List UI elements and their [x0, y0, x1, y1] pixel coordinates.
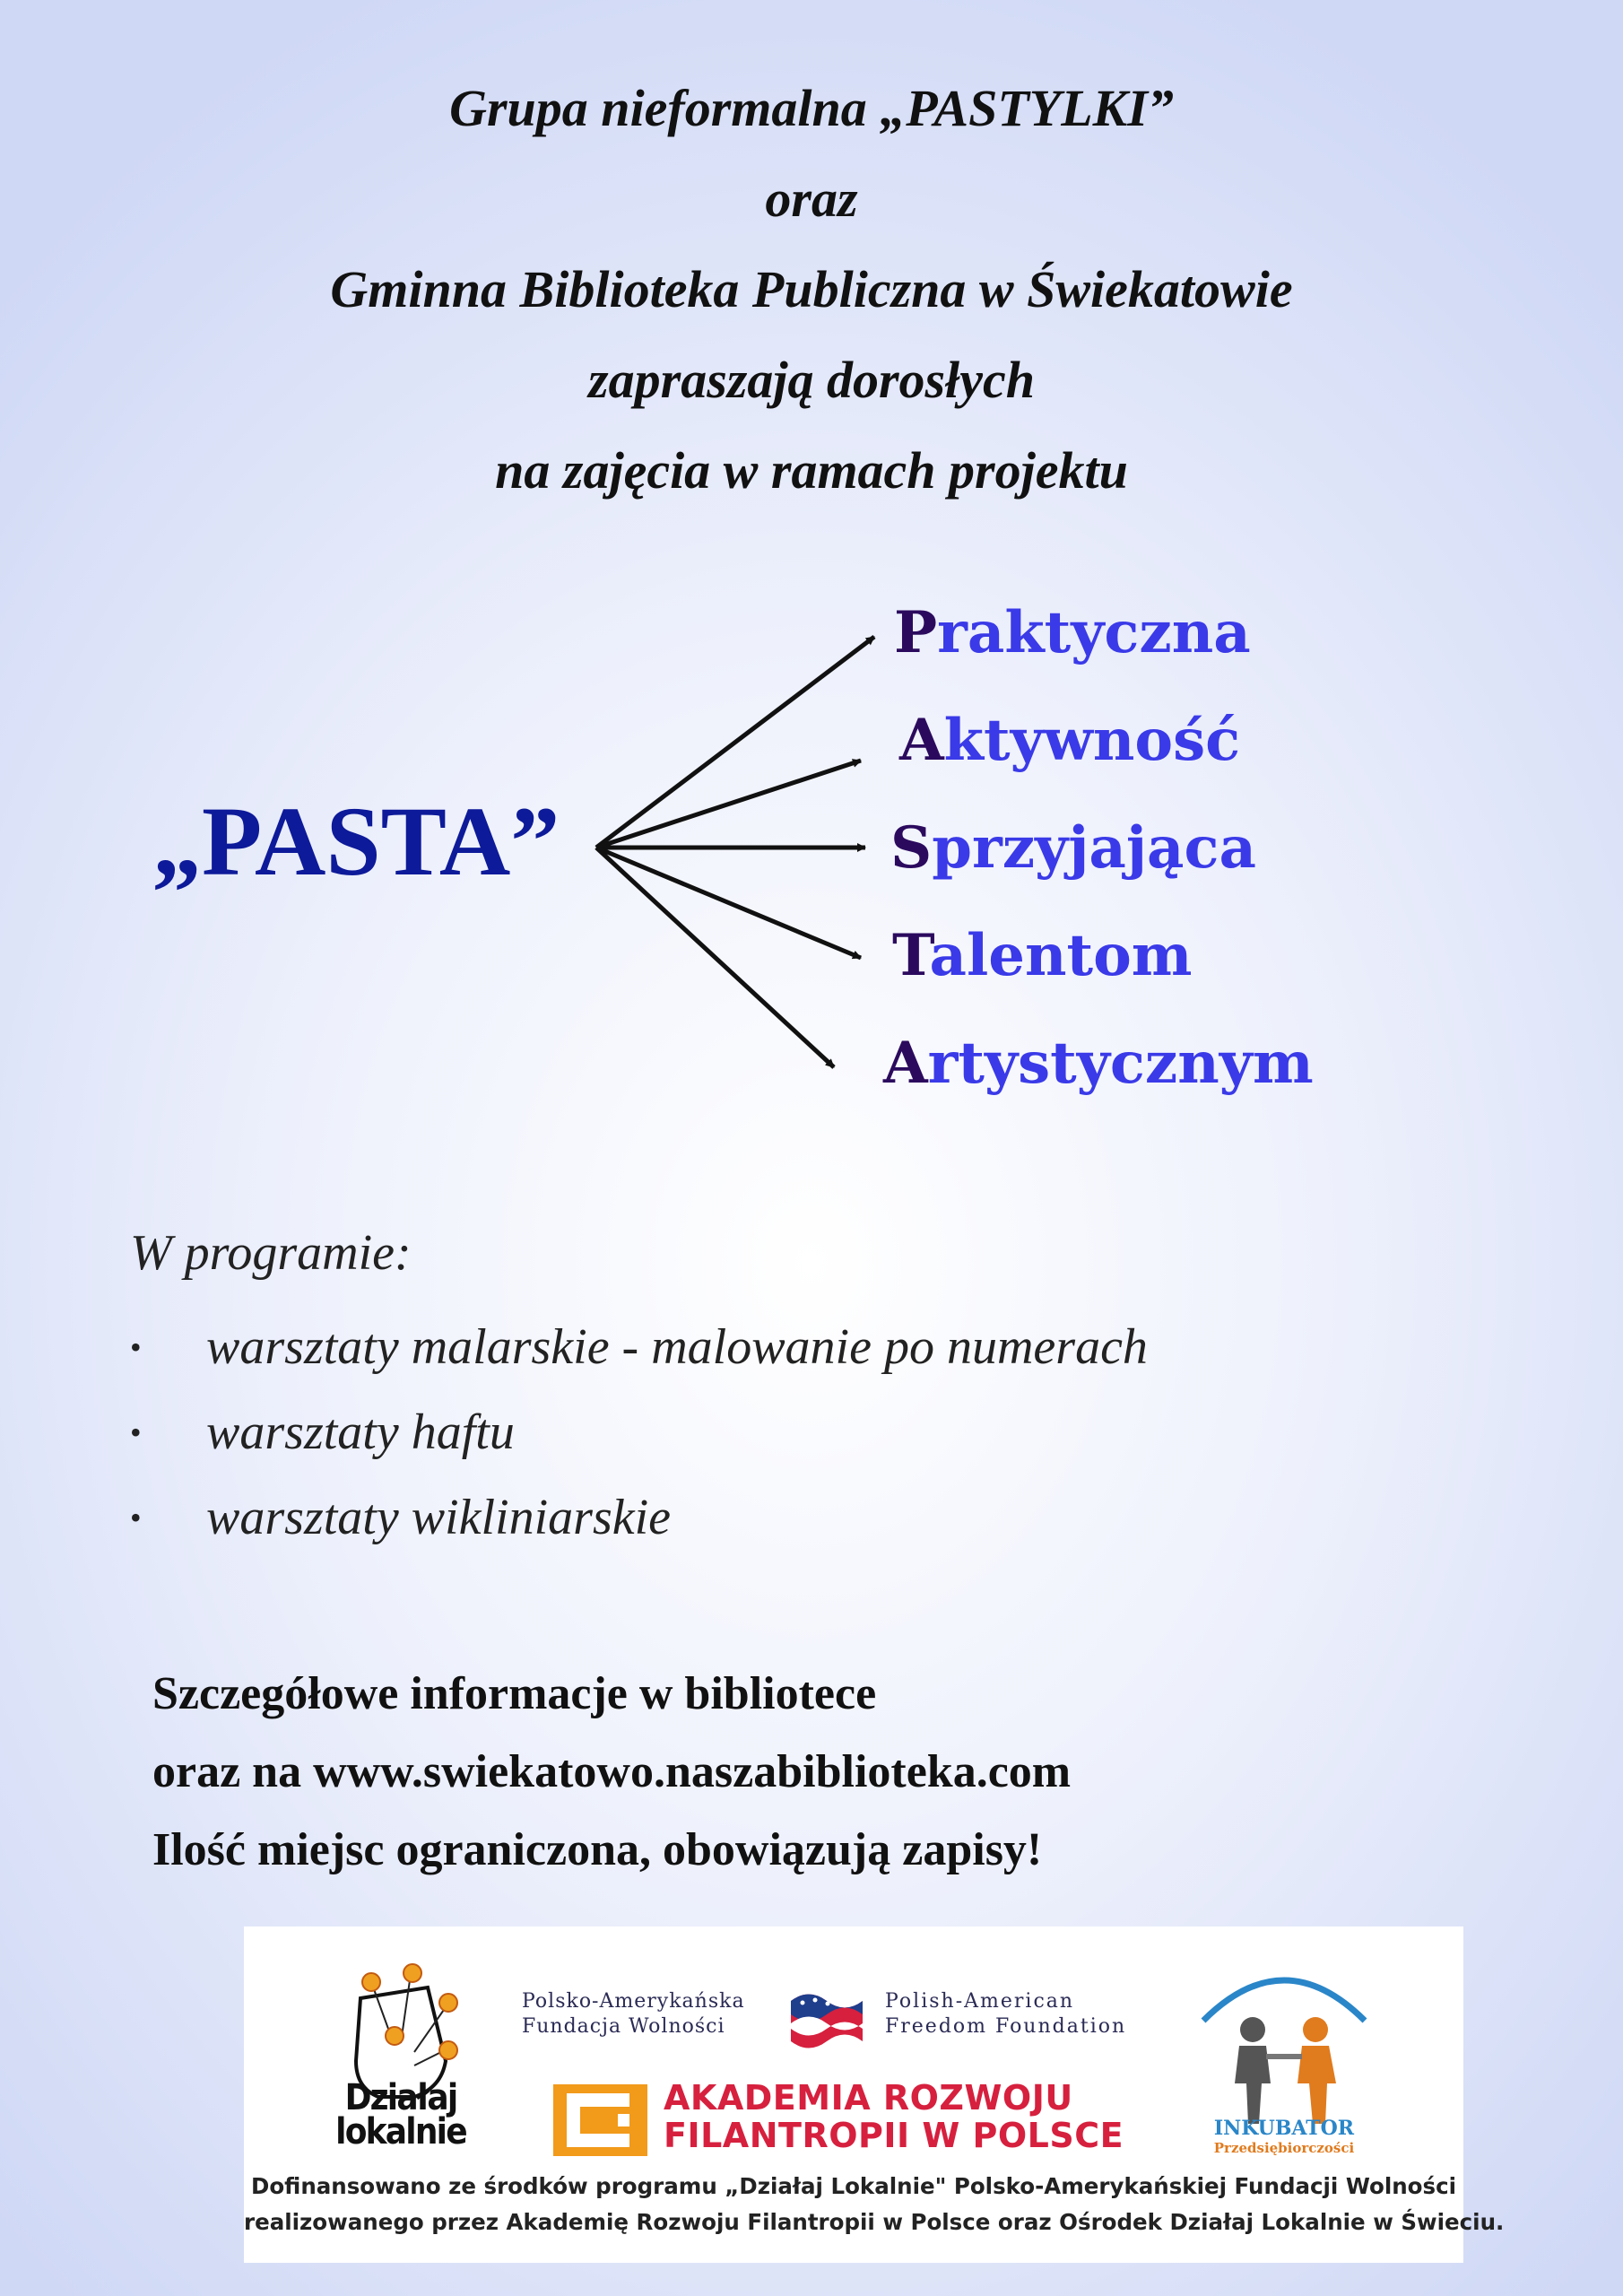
dzialaj-lokalnie-text — [333, 2077, 470, 2152]
acronym-rest: ktywność — [943, 707, 1241, 774]
pafw-polish-name — [522, 1989, 745, 2039]
funding-note — [244, 2169, 1505, 2240]
acronym-word — [892, 922, 1193, 989]
acronym-word — [899, 707, 1240, 774]
acronym-word — [890, 814, 1256, 882]
bullet-icon: • — [130, 1414, 142, 1450]
acronym-initial: P — [894, 599, 938, 666]
acronym-initial: A — [899, 707, 944, 774]
inkubator-subtitle: Przedsiębiorczości — [1213, 2140, 1355, 2156]
pafw-english-name — [885, 1989, 1126, 2039]
arfp-name — [664, 2079, 1124, 2154]
header-line-invite: zapraszają dorosłych — [588, 351, 1035, 409]
info-line-website: oraz na www.swiekatowo.naszabiblioteka.com — [152, 1746, 1072, 1797]
list-item — [130, 1390, 1148, 1475]
sponsor-panel — [244, 1926, 1505, 2263]
pafw-pl-line-2: Fundacja Wolności — [522, 2015, 725, 2038]
list-item-text: warsztaty wikliniarskie — [206, 1490, 671, 1545]
bullet-icon: • — [130, 1329, 142, 1365]
acronym-rest: przyjająca — [932, 814, 1256, 882]
arrow-5 — [596, 848, 834, 1067]
bullet-icon: • — [130, 1500, 142, 1535]
pafw-flag-icon — [786, 1987, 867, 2052]
header-line-library: Gminna Biblioteka Publiczna w Świekatowie — [330, 260, 1293, 318]
acronym-rest: rtystycznym — [927, 1030, 1314, 1097]
header-line-project: na zajęcia w ramach projektu — [495, 441, 1128, 500]
acronym-rest: raktyczna — [937, 599, 1251, 666]
list-item-text: warsztaty haftu — [206, 1405, 515, 1460]
acronym-word — [883, 1030, 1314, 1097]
pafw-en-line-2: Freedom Foundation — [885, 2015, 1127, 2038]
pafw-pl-line-1: Polsko-Amerykańska — [522, 1990, 745, 2013]
arrow-2 — [596, 761, 861, 848]
pafw-en-line-1: Polish-American — [885, 1990, 1075, 2013]
info-block — [152, 1655, 1071, 1889]
list-item — [130, 1475, 1148, 1561]
dl-line-1: Działaj — [344, 2077, 457, 2118]
funding-line-2: realizowanego przez Akademię Rozwoju Filantropii w Polsce oraz Ośrodek Działaj Lokalnie w Świeciu. — [244, 2209, 1505, 2235]
funding-line-1: Dofinansowano ze środków programu „Działaj Lokalnie" Polsko-Amerykańskiej Fundacji Wolności — [250, 2173, 1457, 2199]
acronym-initial: T — [892, 922, 930, 989]
header-line-organizer: Grupa nieformalna „PASTYLKI” — [449, 79, 1174, 137]
program-list — [130, 1305, 1148, 1561]
arrow-4 — [596, 848, 861, 958]
acronym-initial: A — [883, 1030, 928, 1097]
acronym-initial: S — [890, 814, 933, 882]
list-item-text: warsztaty malarskie - malowanie po numerach — [206, 1319, 1148, 1375]
info-line-signup: Ilość miejsc ograniczona, obowiązują zapisy! — [152, 1824, 1043, 1875]
info-line-details: Szczegółowe informacje w bibliotece — [152, 1668, 877, 1719]
header-line-and: oraz — [765, 170, 858, 228]
inkubator-name: INKUBATOR — [1213, 2117, 1355, 2140]
arfp-line-2: FILANTROPII W POLSCE — [664, 2116, 1124, 2155]
list-item — [130, 1305, 1148, 1390]
acronym-rest: alentom — [929, 922, 1193, 989]
arfp-line-1: AKADEMIA ROZWOJU — [664, 2078, 1073, 2118]
program-heading: W programie: — [130, 1225, 412, 1281]
arfp-logo-icon — [553, 2084, 647, 2156]
dl-line-2: lokalnie — [335, 2111, 466, 2152]
arrow-1 — [596, 637, 874, 848]
acronym-word — [894, 599, 1251, 666]
pasta-title: „PASTA” — [152, 787, 560, 896]
